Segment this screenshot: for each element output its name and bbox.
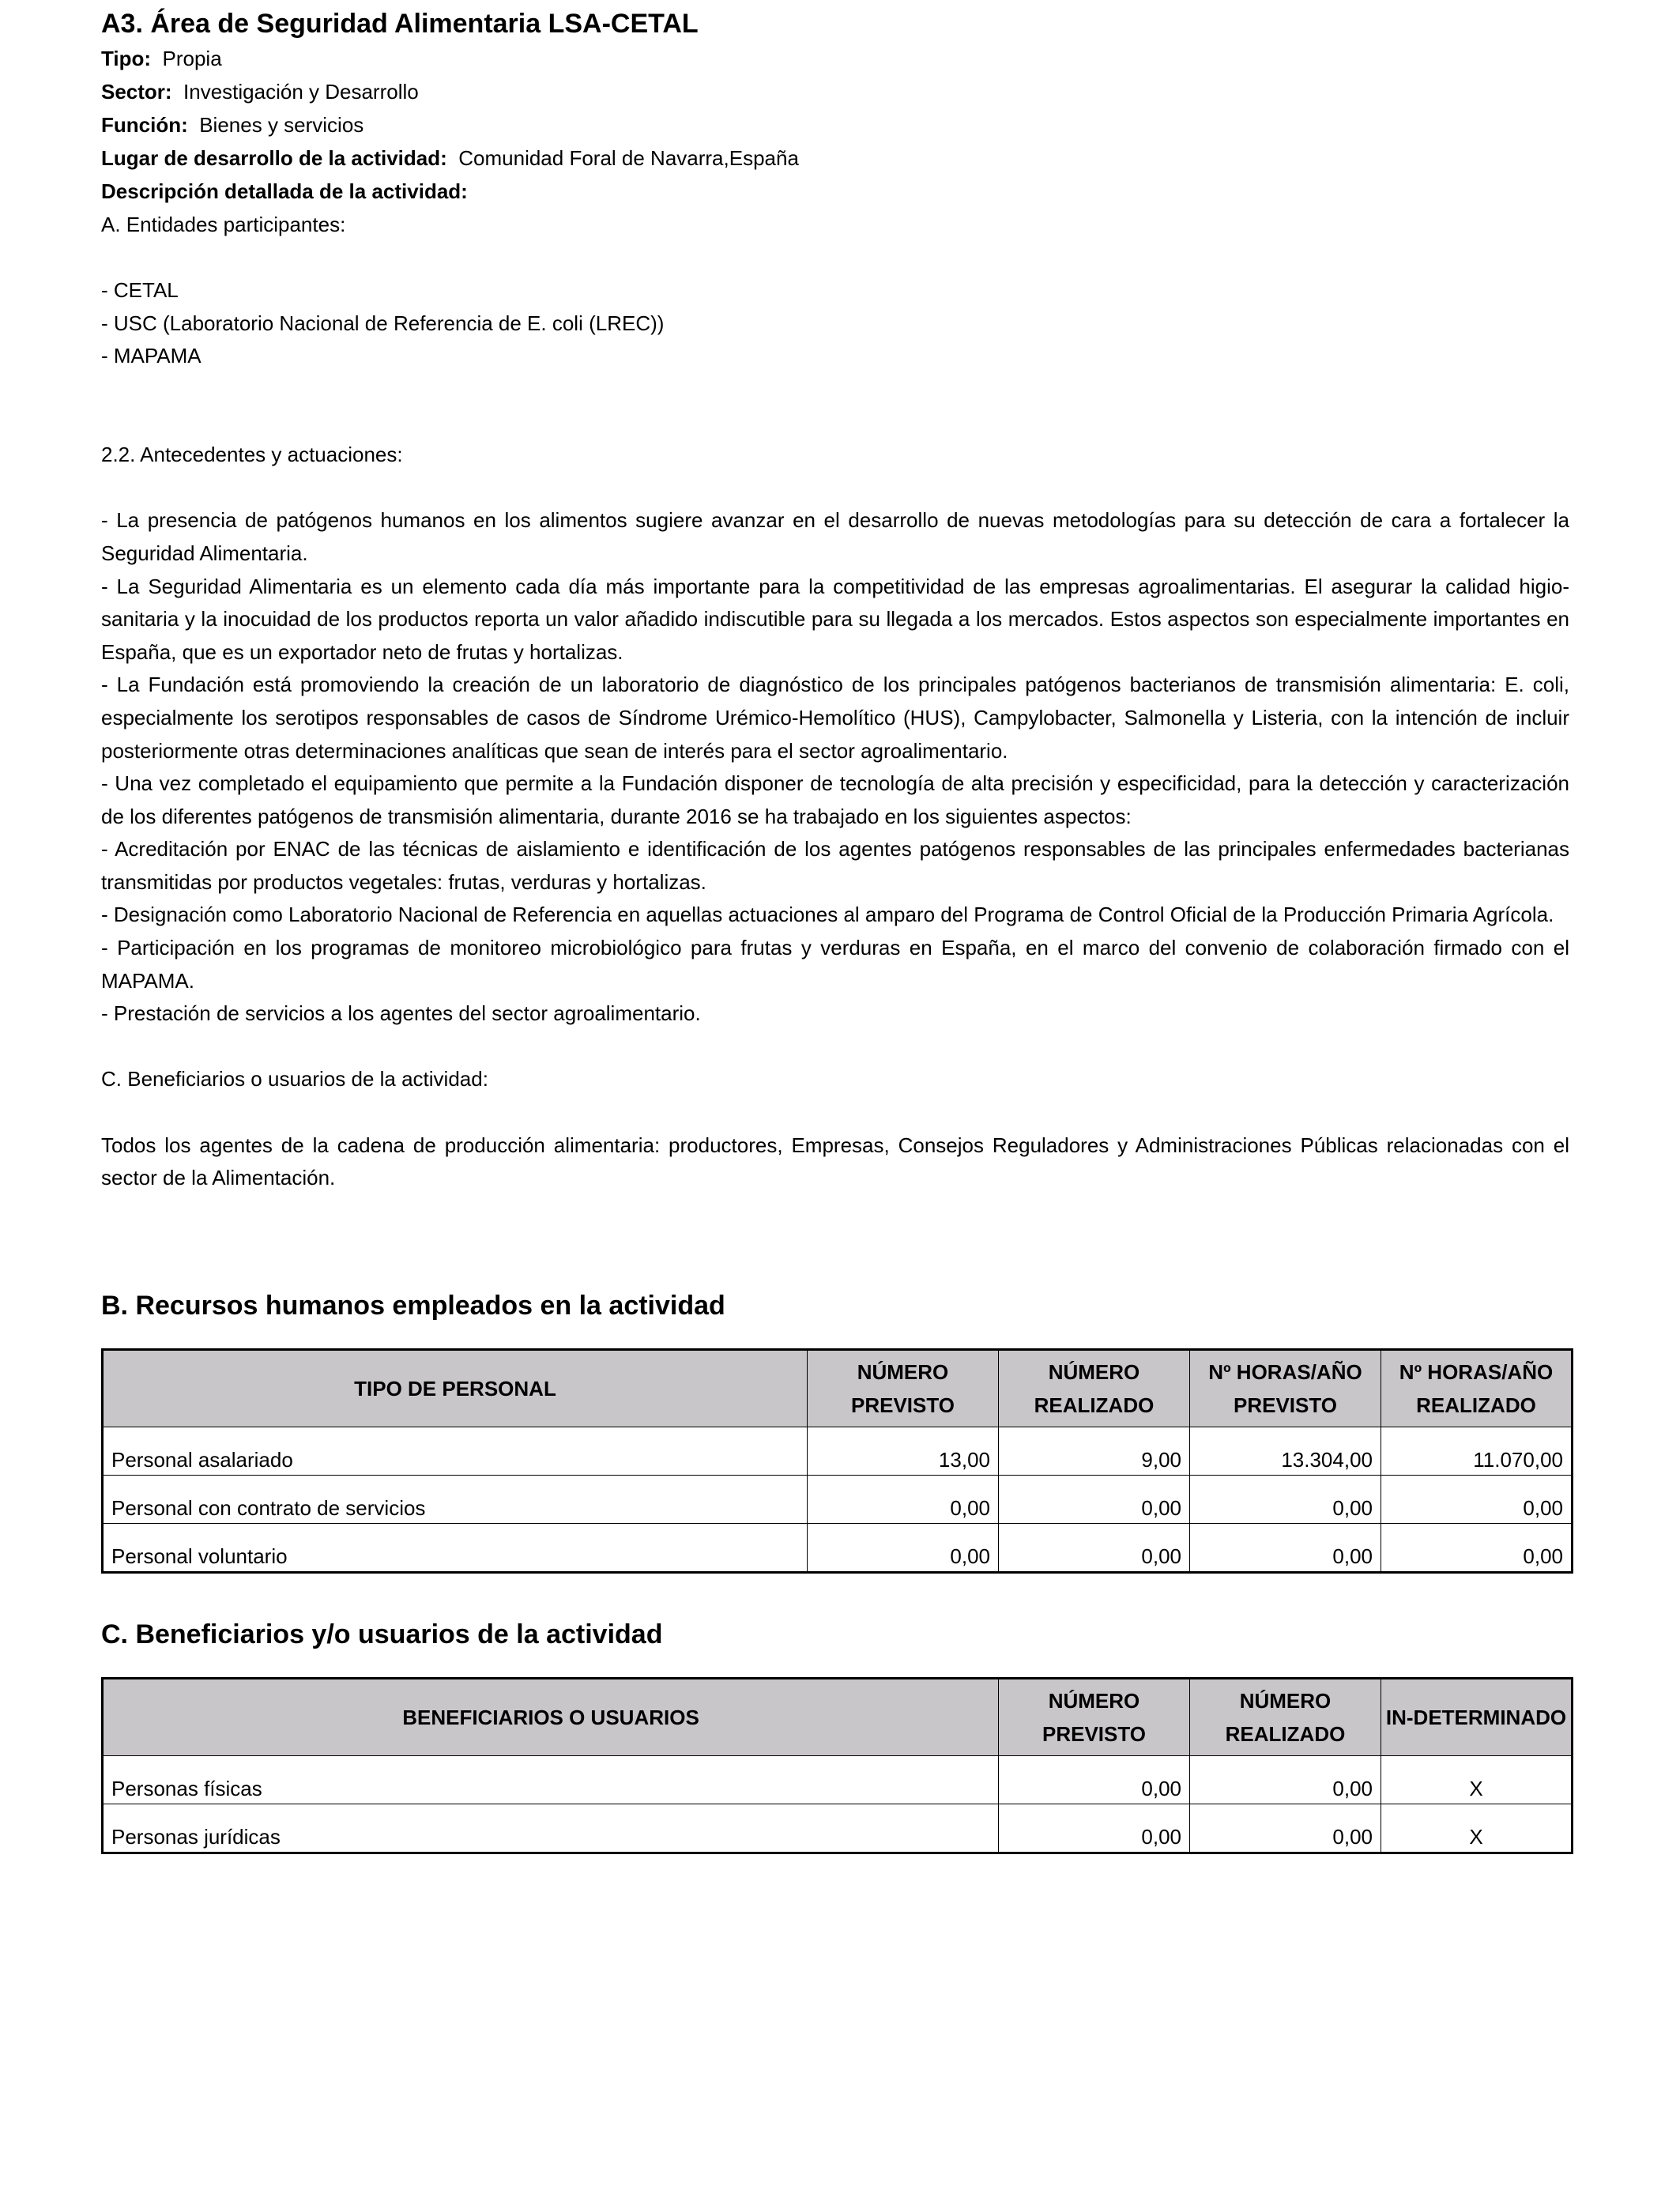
field-value: Investigación y Desarrollo	[183, 80, 419, 104]
participant-item: - MAPAMA	[101, 344, 202, 368]
field-value: Bienes y servicios	[199, 113, 364, 137]
table-header-row	[103, 1679, 1573, 1756]
table-row	[103, 1524, 1573, 1573]
description-paragraph: - Acreditación por ENAC de las técnicas de aislamiento e identificación de los agentes patógenos responsables de las principales enfermedades bacterianas transmitidas por productos vegetales: frutas, verduras y hortalizas.	[101, 837, 1569, 894]
description-paragraph: - Participación en los programas de monitoreo microbiológico para frutas y verduras en España, en el marco del convenio de colaboración firmado con el MAPAMA.	[101, 936, 1569, 993]
field-sector	[101, 76, 419, 107]
description-paragraph: - Prestación de servicios a los agentes del sector agroalimentario.	[101, 1001, 701, 1026]
field-descripcion	[101, 175, 468, 207]
column-header: NÚMERO REALIZADO	[999, 1350, 1190, 1427]
field-label: Lugar de desarrollo de la actividad:	[101, 146, 447, 170]
table-cell: Personas físicas	[103, 1756, 999, 1804]
table-cell: 0,00	[999, 1524, 1190, 1573]
hr-section-heading: B. Recursos humanos empleados en la actividad	[101, 1291, 725, 1321]
description-paragraph: - La Fundación está promoviendo la creación de un laboratorio de diagnóstico de los principales patógenos bacterianos de transmisión alimentaria: E. coli, especialmente los serotipos responsables de casos de Síndrome Urémico-Hemolítico (HUS), Campylobacter, Salmonella y Listeria, con la intención de incluir posteriormente otras determinaciones analíticas que sean de interés para el sector agroalimentario.	[101, 673, 1569, 763]
column-header: Nº HORAS/AÑO REALIZADO	[1381, 1350, 1573, 1427]
description-paragraph: - La Seguridad Alimentaria es un elemento cada día más importante para la competitividad de las empresas agroalimentarias. El asegurar la calidad higio-sanitaria y la inocuidad de los productos reporta un valor añadido indiscutible para su llegada a los mercados. Estos aspectos son especialmente importantes en España, que es un exportador neto de frutas y hortalizas.	[101, 574, 1569, 664]
table-cell: 0,00	[808, 1524, 999, 1573]
table-cell: Personas jurídicas	[103, 1804, 999, 1853]
column-header: NÚMERO PREVISTO	[808, 1350, 999, 1427]
activity-title: A3. Área de Seguridad Alimentaria LSA-CETAL	[101, 9, 699, 39]
table-cell: 0,00	[999, 1476, 1190, 1524]
table-cell: 0,00	[999, 1804, 1190, 1853]
column-header: NÚMERO REALIZADO	[1190, 1679, 1381, 1756]
column-header: IN-DETERMINADO	[1381, 1679, 1573, 1756]
field-label: Sector:	[101, 80, 172, 104]
participant-item: - USC (Laboratorio Nacional de Referencia de E. coli (LREC))	[101, 311, 665, 335]
table-header-row	[103, 1350, 1573, 1427]
field-value: Propia	[162, 47, 222, 70]
column-header: TIPO DE PERSONAL	[103, 1350, 808, 1427]
beneficiaries-table	[101, 1677, 1573, 1854]
table-cell: 0,00	[1190, 1476, 1381, 1524]
field-funcion	[101, 109, 363, 141]
description-paragraph: - La presencia de patógenos humanos en los alimentos sugiere avanzar en el desarrollo de nuevas metodologías para su detección de cara a fortalecer la Seguridad Alimentaria.	[101, 508, 1569, 565]
description-paragraph: - Una vez completado el equipamiento que permite a la Fundación disponer de tecnología de alta precisión y especificidad, para la detección y caracterización de los diferentes patógenos de transmisión alimentaria, durante 2016 se ha trabajado en los siguientes aspectos:	[101, 771, 1569, 828]
beneficiaries-paragraph: Todos los agentes de la cadena de producción alimentaria: productores, Empresas, Consejos Reguladores y Administraciones Públicas relacionadas con el sector de la Alimentación.	[101, 1133, 1569, 1190]
field-value: Comunidad Foral de Navarra,España	[458, 146, 799, 170]
column-header: NÚMERO PREVISTO	[999, 1679, 1190, 1756]
table-cell: 0,00	[1190, 1804, 1381, 1853]
table-cell: 0,00	[1190, 1756, 1381, 1804]
field-label: Descripción detallada de la actividad:	[101, 179, 468, 203]
table-cell: 11.070,00	[1381, 1427, 1573, 1476]
background-heading: 2.2. Antecedentes y actuaciones:	[101, 443, 403, 467]
table-cell: 13,00	[808, 1427, 999, 1476]
table-row	[103, 1804, 1573, 1853]
participants-heading: A. Entidades participantes:	[101, 213, 346, 236]
field-lugar	[101, 142, 799, 174]
hr-table	[101, 1348, 1573, 1574]
participant-item: - CETAL	[101, 278, 179, 303]
field-label: Función:	[101, 113, 188, 137]
table-row	[103, 1756, 1573, 1804]
table-cell: 0,00	[1381, 1476, 1573, 1524]
description-paragraph: - Designación como Laboratorio Nacional de Referencia en aquellas actuaciones al amparo del Programa de Control Oficial de la Producción Primaria Agrícola.	[101, 903, 1554, 927]
table-row	[103, 1476, 1573, 1524]
table-cell: 0,00	[808, 1476, 999, 1524]
table-cell: 9,00	[999, 1427, 1190, 1476]
table-cell: X	[1381, 1804, 1573, 1853]
table-cell: 0,00	[1381, 1524, 1573, 1573]
column-header: BENEFICIARIOS O USUARIOS	[103, 1679, 999, 1756]
table-row	[103, 1427, 1573, 1476]
table-cell: 0,00	[1190, 1524, 1381, 1573]
beneficiaries-section-heading: C. Beneficiarios y/o usuarios de la actividad	[101, 1619, 663, 1649]
table-cell: X	[1381, 1756, 1573, 1804]
beneficiaries-text-heading: C. Beneficiarios o usuarios de la actividad:	[101, 1067, 488, 1091]
table-cell: Personal asalariado	[103, 1427, 808, 1476]
field-label: Tipo:	[101, 47, 152, 70]
field-tipo	[101, 43, 222, 74]
activity-description	[101, 209, 1569, 1195]
table-cell: Personal con contrato de servicios	[103, 1476, 808, 1524]
table-cell: 13.304,00	[1190, 1427, 1381, 1476]
table-cell: Personal voluntario	[103, 1524, 808, 1573]
column-header: Nº HORAS/AÑO PREVISTO	[1190, 1350, 1381, 1427]
table-cell: 0,00	[999, 1756, 1190, 1804]
